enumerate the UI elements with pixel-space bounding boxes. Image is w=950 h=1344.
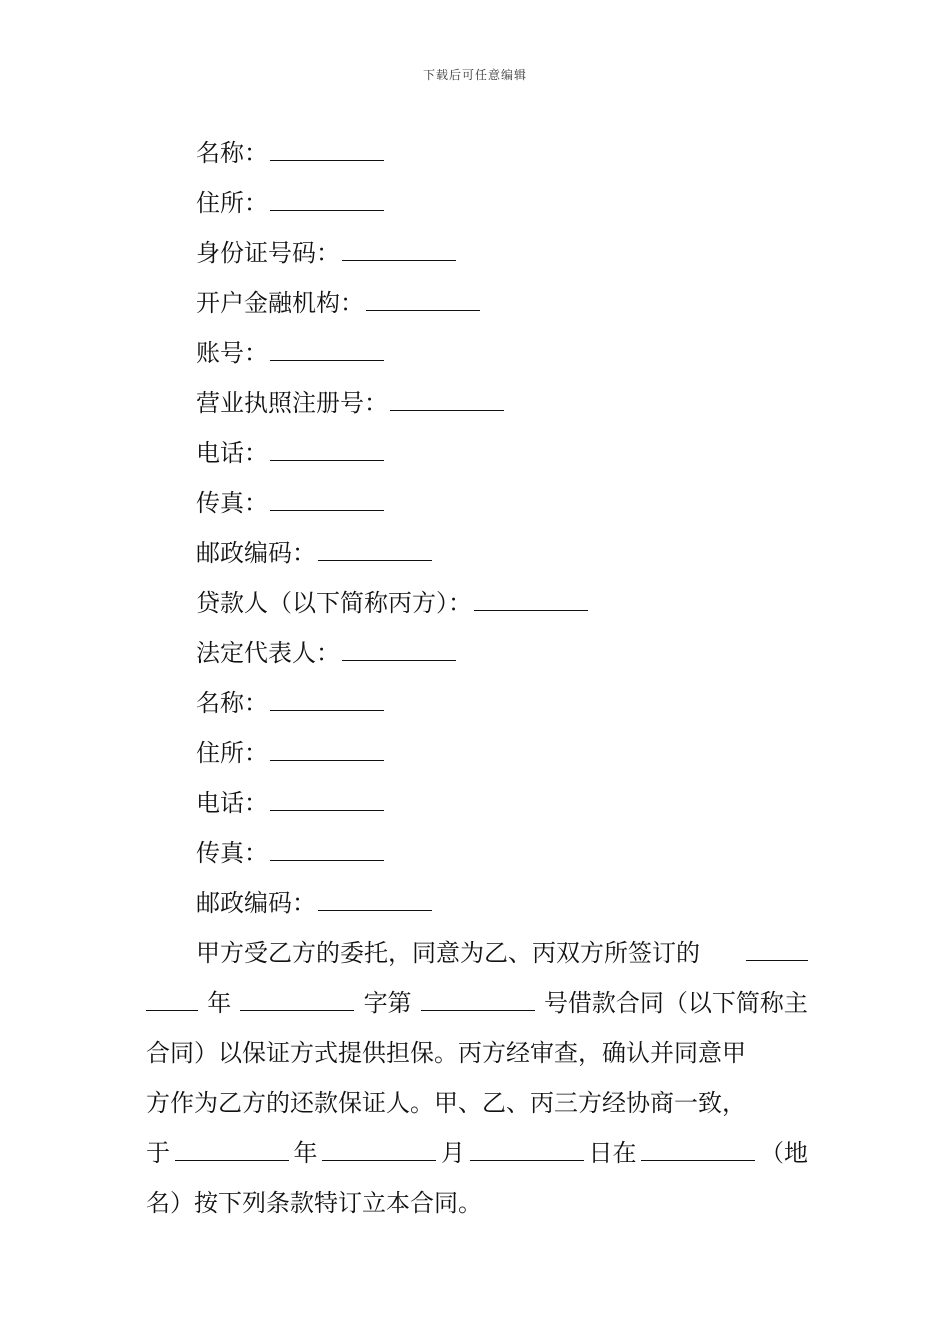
fill-blank[interactable] <box>270 178 384 211</box>
fill-blank[interactable] <box>270 328 384 361</box>
fill-blank[interactable] <box>175 1128 289 1161</box>
field-postcode <box>146 528 808 578</box>
fill-blank[interactable] <box>318 528 432 561</box>
fill-blank[interactable] <box>270 478 384 511</box>
field-label: 身份证号码： <box>196 239 340 267</box>
field-legal-rep <box>146 628 808 678</box>
field-fax-2 <box>146 828 808 878</box>
agreement-paragraph <box>146 928 808 1228</box>
paragraph-line <box>146 1178 808 1228</box>
fill-blank[interactable] <box>146 978 198 1011</box>
field-label: 营业执照注册号： <box>196 389 388 417</box>
paragraph-line <box>146 1028 808 1078</box>
field-label: 传真： <box>196 839 268 867</box>
fill-blank[interactable] <box>270 728 384 761</box>
field-label: 邮政编码： <box>196 889 316 917</box>
paragraph-text: 字第 <box>363 989 412 1017</box>
fill-blank[interactable] <box>270 428 384 461</box>
fill-blank[interactable] <box>342 628 456 661</box>
fill-blank[interactable] <box>421 978 535 1011</box>
paragraph-text: 于 <box>146 1139 170 1167</box>
field-account <box>146 328 808 378</box>
field-address <box>146 178 808 228</box>
document-body <box>146 128 808 1228</box>
fill-blank[interactable] <box>270 778 384 811</box>
fill-blank[interactable] <box>270 128 384 161</box>
field-label: 传真： <box>196 489 268 517</box>
fill-blank[interactable] <box>366 278 480 311</box>
field-label: 住所： <box>196 189 268 217</box>
fill-blank[interactable] <box>390 378 504 411</box>
field-fax <box>146 478 808 528</box>
field-label: 住所： <box>196 739 268 767</box>
paragraph-text: 名）按下列条款特订立本合同。 <box>146 1189 482 1217</box>
fill-blank[interactable] <box>318 878 432 911</box>
fill-blank[interactable] <box>474 578 588 611</box>
paragraph-line <box>146 1128 808 1178</box>
fill-blank[interactable] <box>470 1128 584 1161</box>
field-business-license <box>146 378 808 428</box>
field-label: 电话： <box>196 439 268 467</box>
fill-blank[interactable] <box>240 978 354 1011</box>
fill-blank[interactable] <box>270 678 384 711</box>
paragraph-line <box>146 1078 808 1128</box>
field-postcode-2 <box>146 878 808 928</box>
field-bank <box>146 278 808 328</box>
field-label: 开户金融机构： <box>196 289 364 317</box>
fill-blank[interactable] <box>342 228 456 261</box>
field-label: 账号： <box>196 339 268 367</box>
field-label: 邮政编码： <box>196 539 316 567</box>
fill-blank[interactable] <box>270 828 384 861</box>
field-label: 名称： <box>196 139 268 167</box>
field-phone <box>146 428 808 478</box>
paragraph-text: 甲方受乙方的委托，同意为乙、丙双方所签订的 <box>196 939 700 967</box>
paragraph-text: 号借款合同（以下简称主 <box>543 989 808 1017</box>
paragraph-text: （地 <box>760 1139 808 1167</box>
field-name <box>146 128 808 178</box>
fill-blank[interactable] <box>641 1128 755 1161</box>
paragraph-text: 年 <box>293 1139 318 1167</box>
paragraph-line <box>146 928 808 978</box>
paragraph-text: 月 <box>441 1139 465 1167</box>
paragraph-text: 年 <box>207 989 232 1017</box>
field-phone-2 <box>146 778 808 828</box>
paragraph-text: 日在 <box>588 1139 637 1167</box>
field-label: 法定代表人： <box>196 639 340 667</box>
field-name-2 <box>146 678 808 728</box>
field-label: 贷款人（以下简称丙方）： <box>196 589 472 617</box>
page-header: 下载后可任意编辑 <box>422 68 527 82</box>
field-address-2 <box>146 728 808 778</box>
field-label: 电话： <box>196 789 268 817</box>
field-label: 名称： <box>196 689 268 717</box>
fill-blank[interactable] <box>746 928 808 961</box>
field-id-number <box>146 228 808 278</box>
fill-blank[interactable] <box>322 1128 436 1161</box>
paragraph-text: 方作为乙方的还款保证人。甲、乙、丙三方经协商一致， <box>146 1089 746 1117</box>
paragraph-line <box>146 978 808 1028</box>
paragraph-text: 合同）以保证方式提供担保。丙方经审查，确认并同意甲 <box>146 1039 746 1067</box>
field-lender <box>146 578 808 628</box>
